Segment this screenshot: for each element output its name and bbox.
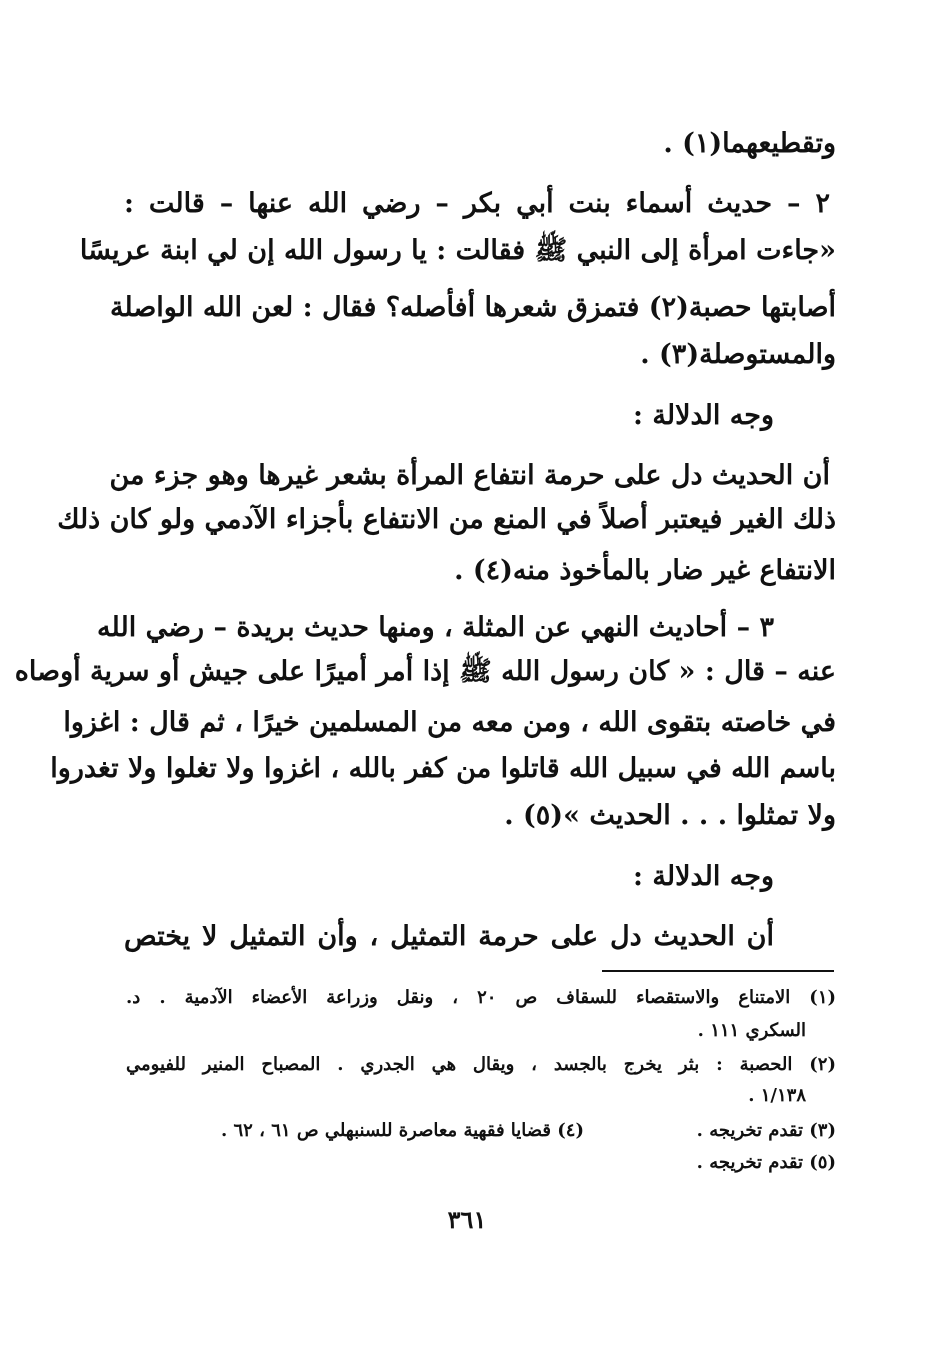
text-line-9: الانتفاع غير ضار بالمأخوذ منه(٤) . <box>454 555 836 586</box>
text-line-10: ٣ – أحاديث النهي عن المثلة ، ومنها حديث بريدة – رضي الله <box>97 612 774 643</box>
text-line-12: في خاصته بتقوى الله ، ومن معه من المسلمين خيرًا ، ثم قال : اغزوا <box>63 707 836 738</box>
footnote-1-line-1: (١) الامتناع والاستقصاء للسقاف ص ٢٠ ، ونقل وزراعة الأعضاء الآدمية . د. <box>126 987 837 1008</box>
page-number: ٣٦١ <box>447 1205 487 1234</box>
footnote-2-line-1: (٢) الحصبة : بثر يخرج بالجسد ، ويقال هي الجدري . المصباح المنير للفيومي <box>126 1054 836 1075</box>
text-line-14: ولا تمثلوا . . . الحديث »(٥) . <box>504 800 836 831</box>
text-line-2: ٢ – حديث أسماء بنت أبي بكر – رضي الله عنها – قالت : <box>124 188 830 219</box>
section-heading-1: وجه الدلالة : <box>633 400 774 431</box>
section-heading-2: وجه الدلالة : <box>633 861 774 892</box>
text-line-3: «جاءت امرأة إلى النبي ﷺ فقالت : يا رسول الله إن لي ابنة عريسًا <box>79 235 836 266</box>
footnote-3: (٣) تقدم تخريجه . <box>696 1120 836 1141</box>
footnote-2-line-2: ١/١٣٨ . <box>748 1085 806 1106</box>
text-line-8: ذلك الغير فيعتبر أصلاً في المنع من الانتفاع بأجزاء الآدمي ولو كان ذلك <box>57 504 836 535</box>
text-line-16: أن الحديث دل على حرمة التمثيل ، وأن التمثيل لا يختص <box>124 921 774 952</box>
text-line-11: عنه – قال : « كان رسول الله ﷺ إذا أمر أميرًا على جيش أو سرية أوصاه <box>14 656 836 687</box>
text-line-1: وتقطيعهما(١) . <box>663 128 836 159</box>
text-line-5: والمستوصلة(٣) . <box>640 339 836 370</box>
text-line-4: أصابتها حصبة(٢) فتمزق شعرها أفأصله؟ فقال : لعن الله الواصلة <box>109 292 836 323</box>
footnote-separator <box>602 970 834 972</box>
text-line-7: أن الحديث دل على حرمة انتفاع المرأة بشعر غيرها وهو جزء من <box>109 460 830 491</box>
text-line-13: باسم الله في سبيل الله قاتلوا من كفر بالله ، اغزوا ولا تغلوا ولا تغدروا <box>50 753 836 784</box>
footnote-5: (٥) تقدم تخريجه . <box>696 1152 836 1173</box>
footnote-1-line-2: السكري ١١١ . <box>697 1020 806 1041</box>
footnote-4: (٤) قضايا فقهية معاصرة للسنبهلي ص ٦١ ، ٦٢ . <box>220 1120 584 1141</box>
